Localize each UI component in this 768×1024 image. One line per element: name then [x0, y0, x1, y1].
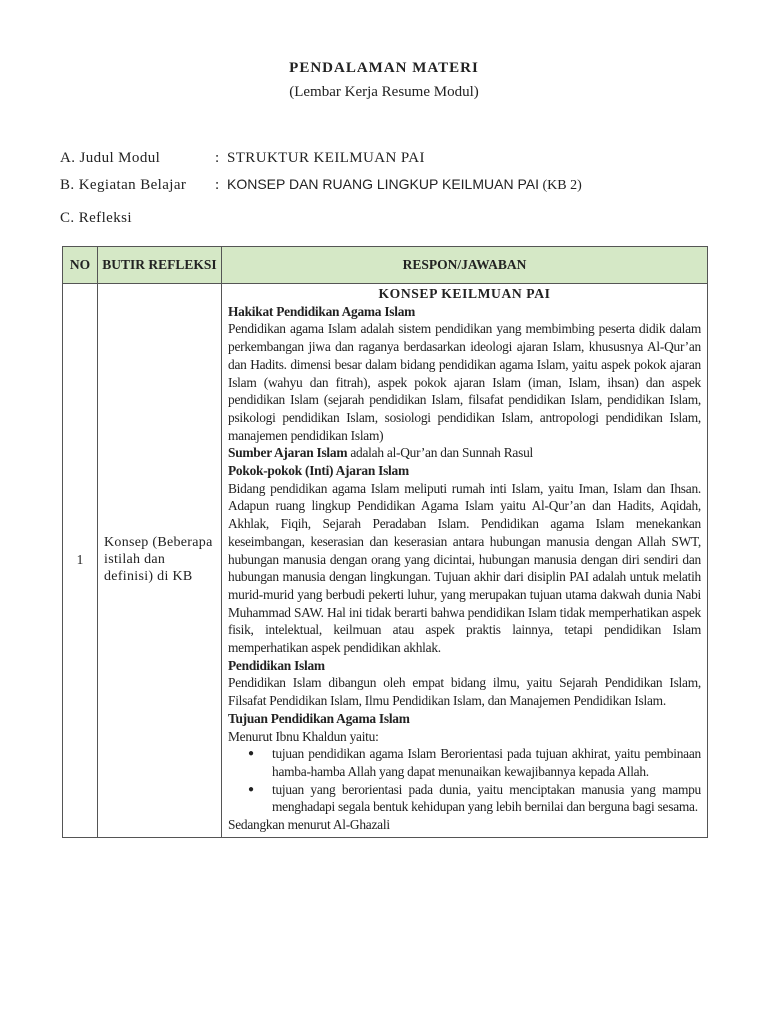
- table-row: [63, 284, 708, 838]
- refleksi-table: [62, 246, 708, 838]
- list-item: [248, 781, 701, 816]
- kegiatan-belajar-kb: (KB 2): [538, 178, 582, 193]
- header-respon-jawaban: RESPON/JAWABAN: [222, 247, 708, 284]
- refleksi-label: C. Refleksi: [60, 210, 132, 226]
- kegiatan-belajar-row: [60, 176, 582, 194]
- heading-tujuan: Tujuan Pendidikan Agama Islam: [228, 710, 410, 726]
- bullet-text: tujuan pendidikan agama Islam Berorientasi pada tujuan akhirat, yaitu pembinaan hamba-hamba Allah yang dapat menunaikan kewajibannya kepada Allah.: [272, 746, 701, 779]
- paragraph-pokok: Bidang pendidikan agama Islam meliputi rumah inti Islam, yaitu Iman, Islam dan Ihsan. Adapun ruang lingkup Pendidikan Agama Islam yaitu Al-Qur’an dan Hadits, Aqidah, Akhlak, Fiqih, Sejarah Peradaban Islam. Pendidikan agama Islam menekankan keseimbangan, keserasian dan keserasian antara hubungan manusia dengan Allah SWT, hubungan manusia dengan orang yang dicintai, hubungan manusia dengan diri sendiri dan hubungan manusia dengan lingkungan. Tujuan akhir dari disiplin PAI adalah untuk melatih murid-murid yang berbudi pekerti luhur, yang merupakan tujuan utama dakwah dunia Nabi Muhammad SAW. Hal ini tidak berarti bahwa pendidikan Islam tidak memperhatikan aspek fisik, intelektual, keilmuan atau aspek praktis lainnya, tetapi pendidikan Islam memperhatikan aspek pendidikan akhlak.: [228, 480, 701, 656]
- header-butir-refleksi: BUTIR REFLEKSI: [98, 247, 222, 284]
- paragraph-hakikat: Pendidikan agama Islam adalah sistem pendidikan yang membimbing peserta didik dalam perkembangan jiwa dan raganya berdasarkan ideologi ajaran Islam, khususnya Al-Qur’an dan Hadits. dimensi besar dalam bidang pendidikan agama Islam, yaitu aspek pokok ajaran Islam (wahyu dan fitrah), aspek pokok ajaran Islam (iman, Islam, ihsan) dan aspek pendidikan Islam (sejarah pendidikan Islam, filsafat pendidikan Islam, pendidikan Islam, psikologi pendidikan Islam, sosiologi pendidikan Islam, antropologi pendidikan Islam, manajemen pendidikan Islam): [228, 321, 701, 443]
- row-number: 1: [63, 284, 98, 838]
- page-subtitle: (Lembar Kerja Resume Modul): [289, 84, 479, 100]
- heading-pendidikan-islam: Pendidikan Islam: [228, 657, 325, 673]
- butir-refleksi-cell: Konsep (Beberapa istilah dan definisi) di KB: [98, 284, 222, 838]
- respon-cell: [222, 284, 708, 838]
- header-no: NO: [63, 247, 98, 284]
- heading-pokok: Pokok-pokok (Inti) Ajaran Islam: [228, 463, 409, 479]
- paragraph-tujuan: Menurut Ibnu Khaldun yaitu:: [228, 728, 379, 744]
- kegiatan-belajar-label: B. Kegiatan Belajar: [60, 177, 187, 193]
- heading-hakikat: Hakikat Pendidikan Agama Islam: [228, 303, 416, 319]
- paragraph-sumber: [228, 444, 701, 462]
- sumber-rest: adalah al-Qur’an dan Sunnah Rasul: [347, 445, 533, 461]
- judul-modul-value: STRUKTUR KEILMUAN PAI: [227, 150, 425, 166]
- page-title: PENDALAMAN MATERI: [289, 60, 479, 76]
- section-title: KONSEP KEILMUAN PAI: [378, 286, 551, 301]
- judul-modul-label: A. Judul Modul: [60, 150, 161, 166]
- table-header-row: [63, 247, 708, 284]
- bullet-icon: ●: [248, 783, 254, 795]
- bullet-icon: ●: [248, 748, 254, 760]
- bullet-text: tujuan yang berorientasi pada dunia, yaitu menciptakan manusia yang mampu menghadapi segala bentuk kehidupan yang lebih bernilai dan berguna bagi sesama.: [272, 781, 701, 815]
- sumber-bold: Sumber Ajaran Islam: [228, 445, 348, 461]
- paragraph-ghazali: Sedangkan menurut Al-Ghazali: [228, 817, 390, 833]
- judul-modul-colon: :: [215, 150, 220, 166]
- list-item: [248, 745, 701, 780]
- kegiatan-belajar-colon: :: [215, 177, 220, 193]
- paragraph-pendidikan-islam: Pendidikan Islam dibangun oleh empat bidang ilmu, yaitu Sejarah Pendidikan Islam, Filsafat Pendidikan Islam, Ilmu Pendidikan Islam, dan Manajemen Pendidikan Islam.: [228, 675, 701, 709]
- judul-modul-row: [60, 150, 425, 167]
- kegiatan-belajar-value: KONSEP DAN RUANG LINGKUP KEILMUAN PAI: [227, 176, 539, 192]
